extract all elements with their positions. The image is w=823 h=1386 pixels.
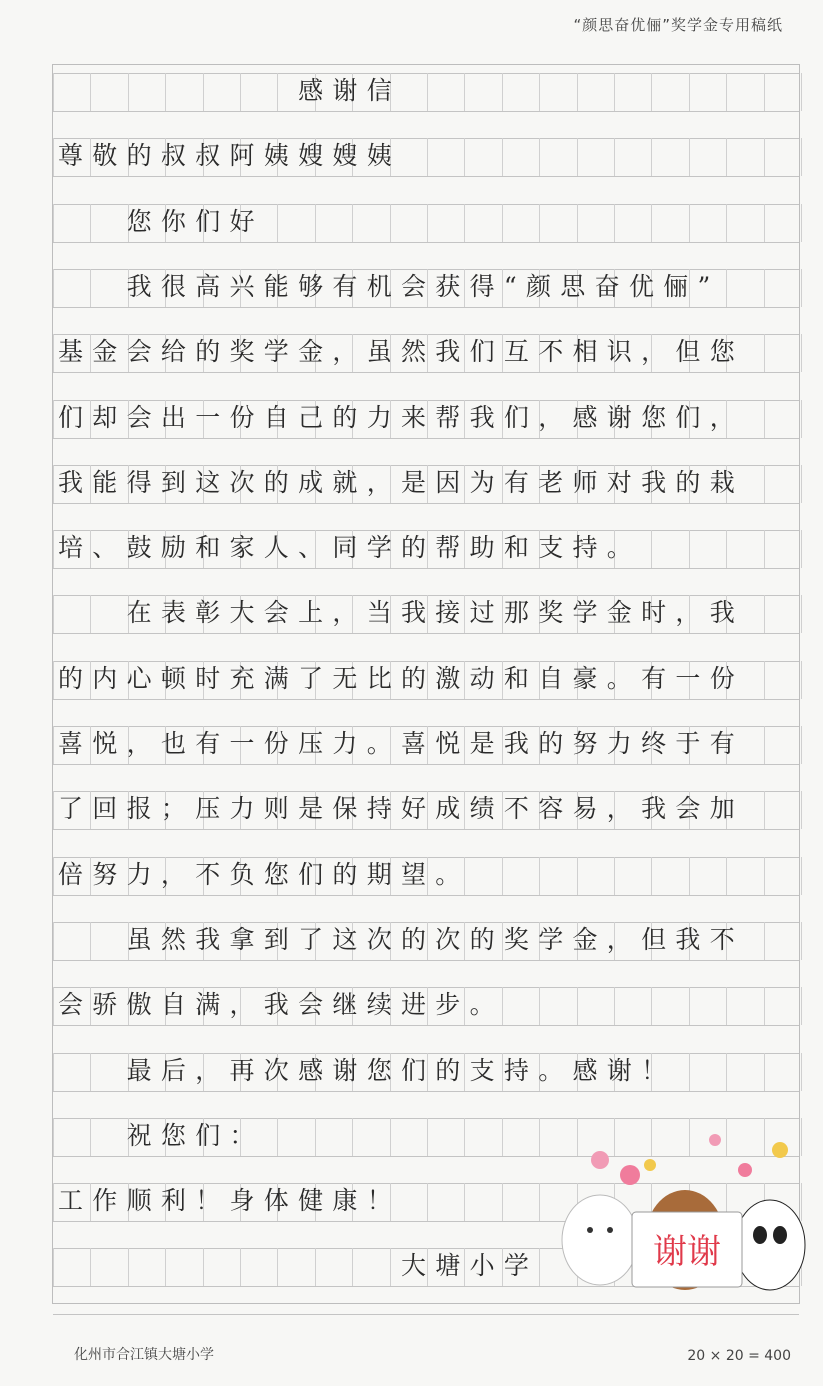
grid-row-line (53, 307, 799, 308)
letter-line: 培、鼓励和家人、同学的帮助和支持。 (58, 533, 642, 563)
letter-line: 虽然我拿到了这次的次的奖学金，但我不 (58, 924, 745, 954)
letter-line: 感谢信 (58, 76, 402, 105)
letter-line: 我很高兴能够有机会获得“颜思奋优俪” (58, 271, 720, 301)
flower-icon (591, 1151, 609, 1169)
letter-line: 大塘小学 (58, 1251, 539, 1281)
grid-row-line (53, 633, 799, 634)
letter-line: 祝您们： (58, 1120, 264, 1150)
flower-icon (772, 1142, 788, 1158)
grid-row-line (53, 960, 799, 961)
letter-line: 您你们好 (58, 206, 264, 236)
grid-row-line (53, 176, 799, 177)
grid-row-line (53, 242, 799, 243)
letter-line: 们却会出一份自己的力来帮我们，感谢您们， (58, 402, 745, 432)
letter-line: 会骄傲自满，我会继续进步。 (58, 990, 504, 1020)
panda-icon (735, 1200, 805, 1290)
letter-line: 倍努力，不负您们的期望。 (58, 859, 470, 889)
grid-spec: 20 × 20 = 400 (687, 1348, 791, 1364)
grid-row-line (53, 372, 799, 373)
flower-icon (709, 1134, 721, 1146)
school-name: 化州市合江镇大塘小学 (74, 1347, 214, 1363)
letter-line: 喜悦，也有一份压力。喜悦是我的努力终于有 (58, 729, 745, 758)
grid-row-line (53, 1025, 799, 1026)
letter-line: 工作顺利！身体健康！ (58, 1186, 402, 1216)
grid-row-line (53, 699, 799, 700)
grid-row-line (53, 1091, 799, 1092)
grid-row-line (53, 764, 799, 765)
grid-row-line (53, 438, 799, 439)
letter-line: 最后，再次感谢您们的支持。感谢！ (58, 1055, 676, 1085)
paper-header: “颜思奋优俪”奖学金专用稿纸 (573, 16, 783, 34)
flower-icon (620, 1165, 640, 1185)
sticker-text: 谢谢 (653, 1232, 721, 1272)
letter-line: 基金会给的奖学金，虽然我们互不相识，但您 (58, 337, 745, 367)
flower-icon (644, 1159, 656, 1171)
grid-row-line (53, 895, 799, 896)
letter-line: 我能得到这次的成就，是因为有老师对我的栽 (58, 467, 745, 497)
flower-icon (738, 1163, 752, 1177)
letter-line: 尊敬的叔叔阿姨嫂嫂姨 (58, 141, 402, 171)
bears-thank-you-sticker (560, 1130, 810, 1320)
letter-line: 了回报；压力则是保持好成绩不容易，我会加 (58, 794, 745, 824)
grid-row-line (53, 568, 799, 569)
ice-bear-icon (562, 1195, 638, 1285)
grid-row-line (53, 503, 799, 504)
letter-line: 在表彰大会上，当我接过那奖学金时，我 (58, 598, 745, 628)
grid-row-line (53, 111, 799, 112)
letter-line: 的内心顿时充满了无比的激动和自豪。有一份 (58, 663, 745, 693)
grid-row-line (53, 829, 799, 830)
